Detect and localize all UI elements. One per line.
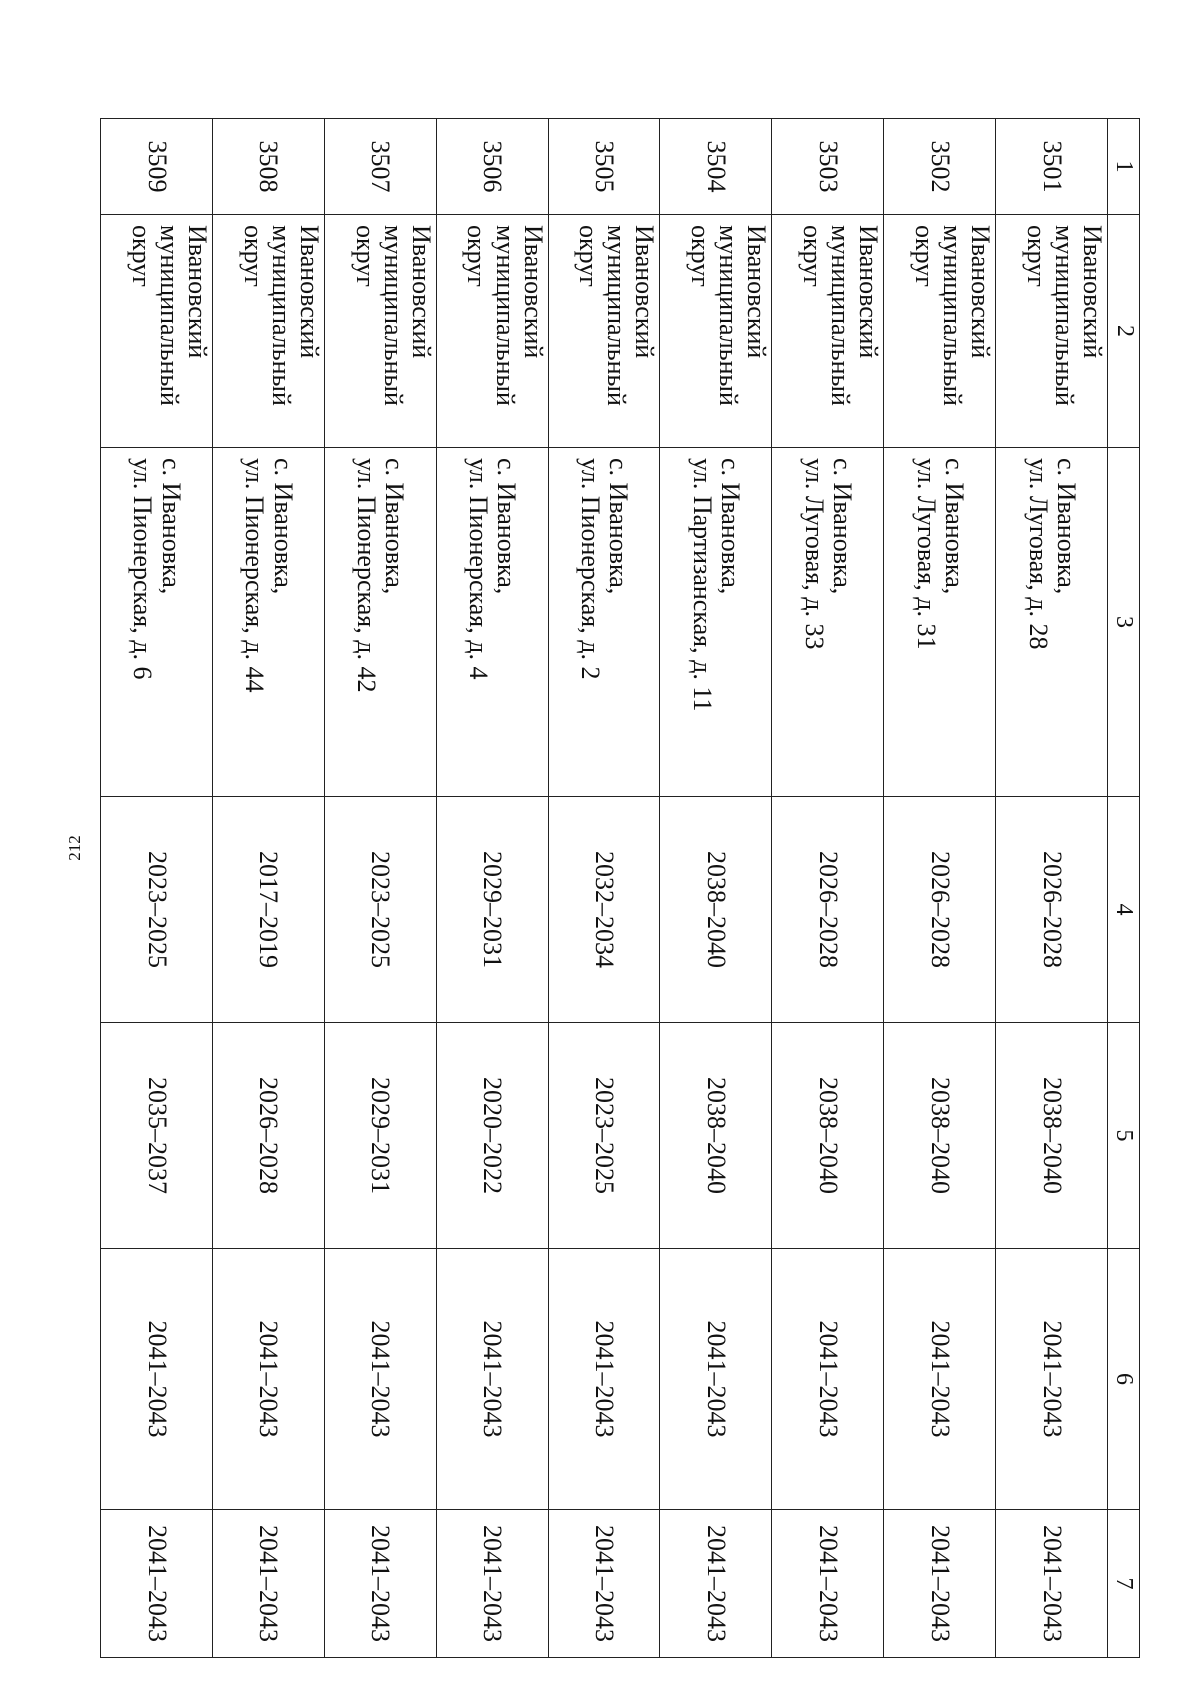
district-cell — [884, 215, 996, 448]
district-cell — [548, 215, 660, 448]
address-line: с. Ивановка, — [716, 458, 746, 595]
table-header-row — [1108, 119, 1140, 1658]
district-line: муниципальный — [602, 225, 632, 406]
address-cell — [213, 448, 325, 797]
address-cell — [436, 448, 548, 797]
period-col-7: 2041–2043 — [324, 1510, 436, 1658]
district-line: округ — [238, 225, 268, 287]
period-col-6: 2041–2043 — [324, 1249, 436, 1510]
period-col-4: 2026–2028 — [884, 797, 996, 1023]
row-number: 3507 — [324, 119, 436, 215]
period-col-7: 2041–2043 — [660, 1510, 772, 1658]
row-number: 3508 — [213, 119, 325, 215]
district-line: округ — [126, 225, 156, 287]
table-row — [772, 119, 884, 1658]
district-line: Ивановский — [630, 225, 660, 359]
district-line: муниципальный — [1049, 225, 1079, 406]
row-number: 3505 — [548, 119, 660, 215]
period-col-6: 2041–2043 — [660, 1249, 772, 1510]
district-line: Ивановский — [183, 225, 212, 359]
period-col-7: 2041–2043 — [436, 1510, 548, 1658]
address-line: ул. Пионерская, д. 2 — [576, 458, 606, 680]
period-col-7: 2041–2043 — [213, 1510, 325, 1658]
table-body — [101, 119, 1108, 1658]
period-col-4: 2017–2019 — [213, 797, 325, 1023]
district-cell — [772, 215, 884, 448]
period-col-4: 2032–2034 — [548, 797, 660, 1023]
period-col-7: 2041–2043 — [548, 1510, 660, 1658]
district-line: округ — [1021, 225, 1051, 287]
header-col-4: 4 — [1108, 797, 1140, 1023]
table-row — [548, 119, 660, 1658]
district-line: муниципальный — [938, 225, 968, 406]
district-line: округ — [462, 225, 492, 287]
table-row — [436, 119, 548, 1658]
address-cell — [772, 448, 884, 797]
page-number: 212 — [65, 835, 84, 861]
district-line: округ — [574, 225, 604, 287]
address-line: ул. Луговая, д. 28 — [1023, 458, 1053, 650]
district-line: муниципальный — [378, 225, 408, 406]
table-row — [324, 119, 436, 1658]
address-cell — [884, 448, 996, 797]
address-cell — [324, 448, 436, 797]
header-col-3: 3 — [1108, 448, 1140, 797]
district-line: Ивановский — [742, 225, 772, 359]
address-line: с. Ивановка, — [1051, 458, 1081, 595]
table-row — [101, 119, 213, 1658]
address-line: с. Ивановка, — [939, 458, 969, 595]
address-line: с. Ивановка, — [268, 458, 298, 595]
period-col-6: 2041–2043 — [884, 1249, 996, 1510]
period-col-5: 2029–2031 — [324, 1023, 436, 1249]
address-cell — [548, 448, 660, 797]
period-col-6: 2041–2043 — [548, 1249, 660, 1510]
district-cell — [324, 215, 436, 448]
address-line: с. Ивановка, — [604, 458, 634, 595]
district-cell — [213, 215, 325, 448]
header-col-1: 1 — [1108, 119, 1140, 215]
period-col-4: 2038–2040 — [660, 797, 772, 1023]
row-number: 3506 — [436, 119, 548, 215]
address-cell — [660, 448, 772, 797]
address-line: ул. Пионерская, д. 4 — [464, 458, 494, 680]
address-line: ул. Луговая, д. 33 — [799, 458, 829, 650]
address-line: ул. Партизанская, д. 11 — [687, 458, 717, 712]
address-line: с. Ивановка, — [380, 458, 410, 595]
period-col-4: 2023–2025 — [101, 797, 213, 1023]
period-col-5: 2035–2037 — [101, 1023, 213, 1249]
district-line: муниципальный — [490, 225, 520, 406]
period-col-4: 2026–2028 — [772, 797, 884, 1023]
address-line: с. Ивановка, — [827, 458, 857, 595]
period-col-7: 2041–2043 — [772, 1510, 884, 1658]
period-col-4: 2023–2025 — [324, 797, 436, 1023]
row-number: 3502 — [884, 119, 996, 215]
district-line: Ивановский — [966, 225, 996, 359]
period-col-5: 2038–2040 — [996, 1023, 1108, 1249]
rotated-table-wrapper — [100, 118, 1140, 1658]
table-row — [213, 119, 325, 1658]
district-line: округ — [686, 225, 716, 287]
period-col-6: 2041–2043 — [213, 1249, 325, 1510]
district-line: муниципальный — [266, 225, 296, 406]
header-col-7: 7 — [1108, 1510, 1140, 1658]
district-line: округ — [909, 225, 939, 287]
table-row — [660, 119, 772, 1658]
district-line: Ивановский — [518, 225, 548, 359]
address-line: ул. Пионерская, д. 44 — [240, 458, 270, 693]
address-line: ул. Пионерская, д. 6 — [128, 458, 158, 680]
period-col-4: 2026–2028 — [996, 797, 1108, 1023]
address-line: ул. Пионерская, д. 42 — [352, 458, 382, 693]
period-col-5: 2038–2040 — [772, 1023, 884, 1249]
district-line: округ — [350, 225, 380, 287]
period-col-6: 2041–2043 — [436, 1249, 548, 1510]
period-col-5: 2026–2028 — [213, 1023, 325, 1249]
district-cell — [101, 215, 213, 448]
period-col-7: 2041–2043 — [884, 1510, 996, 1658]
period-col-5: 2023–2025 — [548, 1023, 660, 1249]
schedule-table — [100, 118, 1140, 1658]
table-row — [996, 119, 1108, 1658]
address-cell — [101, 448, 213, 797]
district-cell — [660, 215, 772, 448]
period-col-7: 2041–2043 — [101, 1510, 213, 1658]
row-number: 3501 — [996, 119, 1108, 215]
district-line: Ивановский — [406, 225, 436, 359]
period-col-5: 2038–2040 — [884, 1023, 996, 1249]
period-col-6: 2041–2043 — [101, 1249, 213, 1510]
district-line: Ивановский — [294, 225, 324, 359]
district-line: муниципальный — [826, 225, 856, 406]
period-col-4: 2029–2031 — [436, 797, 548, 1023]
table-row — [884, 119, 996, 1658]
district-cell — [436, 215, 548, 448]
row-number: 3509 — [101, 119, 213, 215]
district-line: Ивановский — [854, 225, 884, 359]
period-col-7: 2041–2043 — [996, 1510, 1108, 1658]
period-col-6: 2041–2043 — [772, 1249, 884, 1510]
address-line: ул. Луговая, д. 31 — [911, 458, 941, 650]
district-line: округ — [798, 225, 828, 287]
address-line: с. Ивановка, — [492, 458, 522, 595]
header-col-6: 6 — [1108, 1249, 1140, 1510]
period-col-6: 2041–2043 — [996, 1249, 1108, 1510]
address-line: с. Ивановка, — [156, 458, 186, 595]
header-col-2: 2 — [1108, 215, 1140, 448]
period-col-5: 2020–2022 — [436, 1023, 548, 1249]
district-cell — [996, 215, 1108, 448]
district-line: муниципальный — [714, 225, 744, 406]
header-col-5: 5 — [1108, 1023, 1140, 1249]
row-number: 3503 — [772, 119, 884, 215]
period-col-5: 2038–2040 — [660, 1023, 772, 1249]
address-cell — [996, 448, 1108, 797]
district-line: муниципальный — [154, 225, 184, 406]
district-line: Ивановский — [1078, 225, 1107, 359]
row-number: 3504 — [660, 119, 772, 215]
